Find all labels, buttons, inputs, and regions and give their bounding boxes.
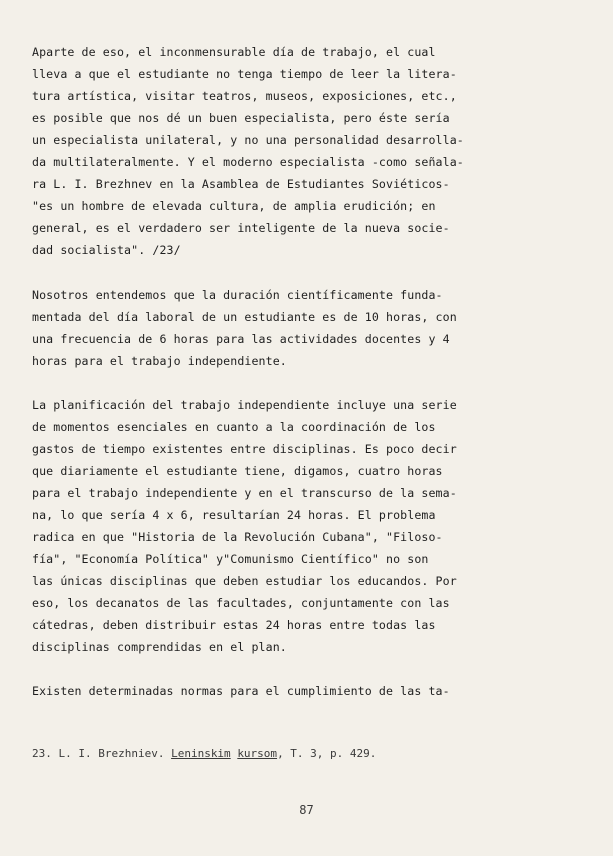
text-line: cátedras, deben distribuir estas 24 horas entre todas las: [32, 618, 436, 632]
text-line: Aparte de eso, el inconmensurable día de trabajo, el cual: [32, 45, 436, 59]
text-line: lleva a que el estudiante no tenga tiempo de leer la litera-: [32, 67, 457, 81]
text-line: radica en que "Historia de la Revolución Cubana", "Filoso-: [32, 530, 443, 544]
footnote: [32, 747, 376, 761]
text-line: general, es el verdadero ser inteligente de la nueva socie-: [32, 221, 450, 235]
footnote-suffix: , T. 3, p. 429.: [277, 747, 377, 760]
footnote-title-part2: kursom: [237, 747, 278, 760]
text-line: que diariamente el estudiante tiene, digamos, cuatro horas: [32, 464, 443, 478]
text-line: un especialista unilateral, y no una personalidad desarrolla-: [32, 133, 464, 147]
text-line: Existen determinadas normas para el cumplimiento de las ta-: [32, 684, 450, 698]
text-line: eso, los decanatos de las facultades, conjuntamente con las: [32, 596, 450, 610]
text-line: da multilateralmente. Y el moderno especialista -como señala-: [32, 155, 464, 169]
text-line: La planificación del trabajo independiente incluye una serie: [32, 398, 457, 412]
text-line: las únicas disciplinas que deben estudiar los educandos. Por: [32, 574, 457, 588]
text-line: "es un hombre de elevada cultura, de amplia erudición; en: [32, 199, 436, 213]
text-line: ra L. I. Brezhnev en la Asamblea de Estudiantes Soviéticos-: [32, 177, 450, 191]
text-line: horas para el trabajo independiente.: [32, 354, 287, 368]
footnote-title-part1: Leninskim: [171, 747, 231, 760]
text-line: Nosotros entendemos que la duración científicamente funda-: [32, 288, 443, 302]
text-line: dad socialista". /23/: [32, 243, 181, 257]
footnote-prefix: 23. L. I. Brezhniev.: [32, 747, 172, 760]
text-line: fía", "Economía Política" y"Comunismo Científico" no son: [32, 552, 429, 566]
text-line: una frecuencia de 6 horas para las actividades docentes y 4: [32, 332, 450, 346]
text-line: tura artística, visitar teatros, museos, exposiciones, etc.,: [32, 89, 457, 103]
text-line: gastos de tiempo existentes entre disciplinas. Es poco decir: [32, 442, 457, 456]
text-line: es posible que nos dé un buen especialista, pero éste sería: [32, 111, 450, 125]
text-line: na, lo que sería 4 x 6, resultarían 24 horas. El problema: [32, 508, 436, 522]
text-line: para el trabajo independiente y en el transcurso de la sema-: [32, 486, 457, 500]
text-line: de momentos esenciales en cuanto a la coordinación de los: [32, 420, 436, 434]
text-line: disciplinas comprendidas en el plan.: [32, 640, 287, 654]
text-line: mentada del día laboral de un estudiante es de 10 horas, con: [32, 310, 457, 324]
page-number: 87: [299, 803, 314, 817]
